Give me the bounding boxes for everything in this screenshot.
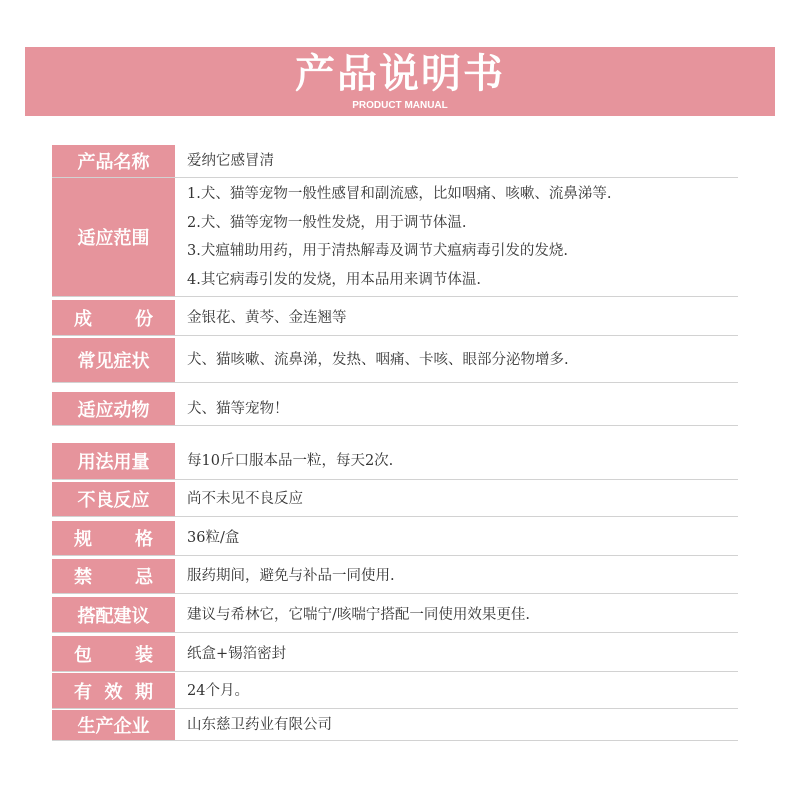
row-manufacturer: [52, 710, 738, 741]
row-value: [187, 597, 738, 632]
row-label-char: 包: [74, 644, 92, 666]
row-label: [52, 673, 175, 708]
row-value-line: 3.犬瘟辅助用药，用于清热解毒及调节犬瘟病毒引发的发烧.: [187, 243, 568, 260]
row-value-line: 爱纳它感冒清: [187, 153, 274, 169]
row-label-char: 装: [135, 644, 153, 666]
row-value: [187, 521, 738, 555]
row-value-line: 24个月。: [187, 682, 249, 699]
row-value-line: 36粒/盒: [187, 530, 240, 546]
header-banner: [25, 47, 775, 116]
row-label: 适应范围: [52, 178, 175, 296]
row-value-line: 2.犬、猫等宠物一般性发烧，用于调节体温.: [187, 214, 467, 231]
row-label-char: 禁: [74, 567, 92, 588]
row-value-line: 建议与希林它，它喘宁/咳喘宁搭配一同使用效果更佳.: [187, 606, 530, 623]
row-label: 用法用量: [52, 443, 175, 479]
row-product-name: [52, 145, 738, 178]
row-label-char: 期: [135, 681, 153, 703]
page-title: 产品说明书: [295, 51, 505, 97]
row-value-line: 1.犬、猫等宠物一般性感冒和副流感，比如咽痛、咳嗽、流鼻涕等.: [187, 186, 612, 203]
row-packaging: [52, 636, 738, 672]
row-indications: [52, 178, 738, 297]
row-ingredients: [52, 300, 738, 336]
row-value: [187, 482, 738, 516]
row-label-char: 成: [74, 308, 92, 330]
row-value-line: 山东慈卫药业有限公司: [187, 717, 332, 733]
row-value: [187, 636, 738, 671]
row-target-animals: [52, 392, 738, 426]
row-label-char: 有: [74, 681, 92, 703]
row-side-effects: [52, 482, 738, 517]
row-label-char: 格: [135, 529, 153, 550]
row-label: 搭配建议: [52, 597, 175, 632]
row-label: [52, 300, 175, 335]
row-pairing: [52, 597, 738, 633]
row-label: [52, 521, 175, 555]
row-value: [187, 392, 738, 425]
row-label-char: 忌: [135, 567, 153, 588]
row-value: [187, 338, 738, 382]
row-value-line: 每10斤口服本品一粒，每天2次.: [187, 453, 394, 469]
row-label-char: 规: [74, 529, 92, 550]
row-symptoms: [52, 338, 738, 383]
row-label: 不良反应: [52, 482, 175, 516]
row-value: [187, 559, 738, 593]
row-value: [187, 443, 738, 479]
row-value: [187, 178, 738, 296]
row-contraindications: [52, 559, 738, 594]
row-value: [187, 300, 738, 335]
row-specification: [52, 521, 738, 556]
row-shelf-life: [52, 673, 738, 709]
row-value-line: 金银花、黄芩、金连翘等: [187, 309, 347, 326]
row-label: [52, 559, 175, 593]
row-value-line: 4.其它病毒引发的发烧，用本品用来调节体温.: [187, 271, 481, 288]
row-value-line: 尚不未见不良反应: [187, 491, 303, 507]
row-value-line: 纸盒+锡箔密封: [187, 645, 287, 662]
row-value-line: 服药期间，避免与补品一同使用.: [187, 568, 395, 584]
row-label: 产品名称: [52, 145, 175, 177]
row-value-line: 犬、猫咳嗽、流鼻涕，发热、咽痛、卡咳、眼部分泌物增多.: [187, 352, 569, 368]
row-value: [187, 673, 738, 708]
row-label: 常见症状: [52, 338, 175, 382]
row-label: 适应动物: [52, 392, 175, 425]
row-label: 生产企业: [52, 710, 175, 740]
row-dosage: [52, 443, 738, 480]
row-label: [52, 636, 175, 671]
row-label-char: 效: [104, 681, 123, 703]
page-subtitle: PRODUCT MANUAL: [352, 100, 448, 111]
row-value-line: 犬、猫等宠物！: [187, 400, 289, 417]
row-value: [187, 145, 738, 177]
row-label-char: 份: [135, 308, 153, 330]
row-value: [187, 710, 738, 740]
